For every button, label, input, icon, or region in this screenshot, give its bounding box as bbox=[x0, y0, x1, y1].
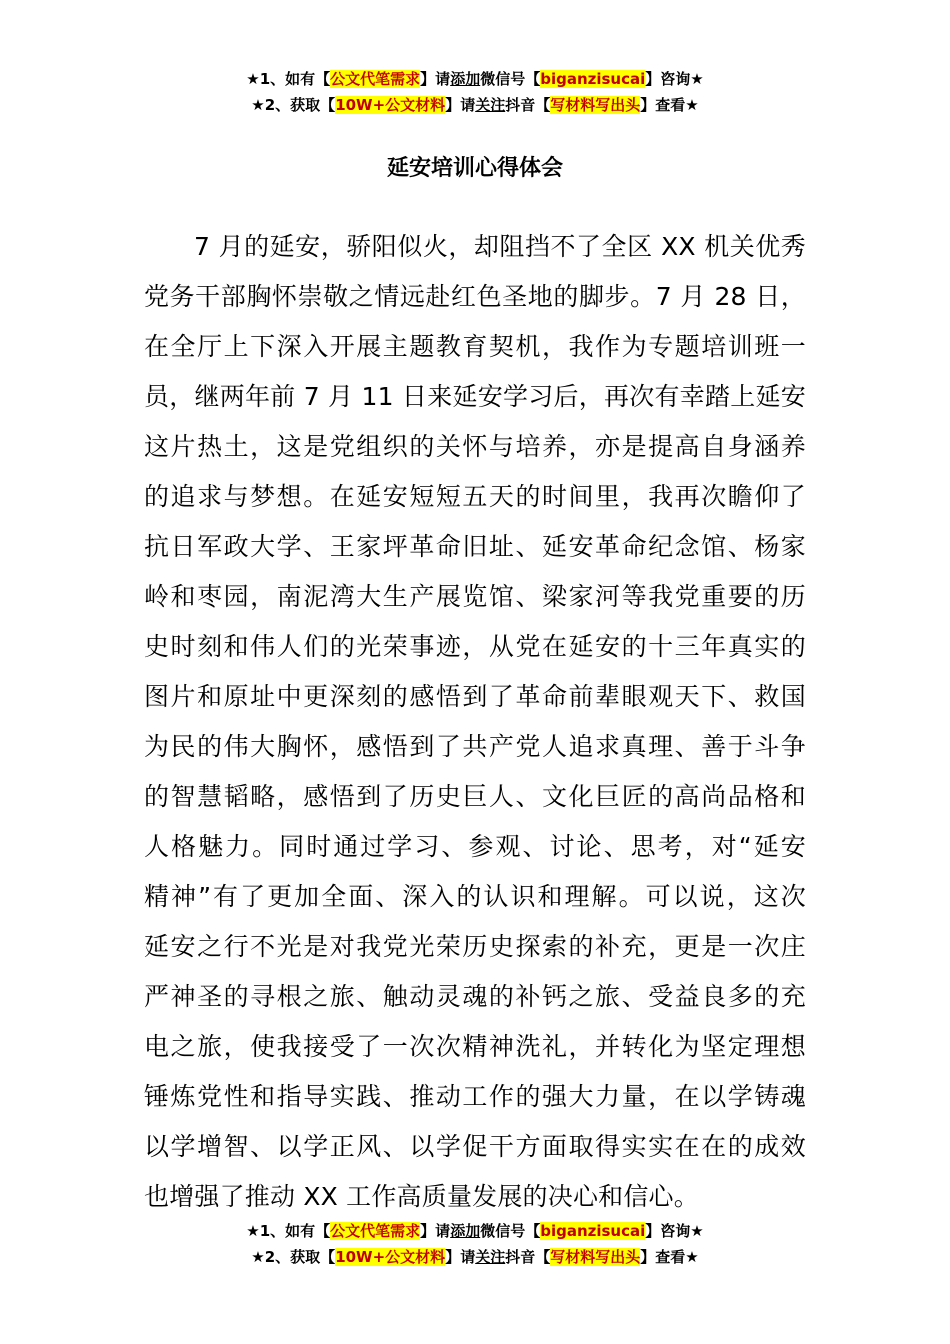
body-line: 为民的伟大胸怀，感悟到了共产党人追求真理、善于斗争 bbox=[144, 732, 806, 761]
banner-line-2-highlight-materials: 10W+公文材料 bbox=[335, 1248, 446, 1266]
banner-line-2-suffix: 】查看★ bbox=[640, 96, 699, 114]
banner-line-1-highlight-service: 公文代笔需求 bbox=[330, 70, 421, 88]
banner-line-2-underline: 关注 bbox=[475, 96, 506, 114]
banner-line-1-prefix: ★1、如有【 bbox=[246, 70, 331, 88]
body-line: 以学增智、以学正风、以学促干方面取得实实在在的成效 bbox=[144, 1132, 806, 1161]
banner-line-2-highlight-materials: 10W+公文材料 bbox=[335, 96, 446, 114]
body-line: 精神”有了更加全面、深入的认识和理解。可以说，这次 bbox=[144, 882, 806, 911]
banner-line-2 bbox=[0, 92, 950, 118]
banner-line-2-suffix: 】查看★ bbox=[640, 1248, 699, 1266]
banner-line-1-mid: 】请 bbox=[420, 1222, 451, 1240]
body-line: 岭和枣园，南泥湾大生产展览馆、梁家河等我党重要的历 bbox=[144, 582, 806, 611]
banner-line-1-highlight-wechat: biganzisucai bbox=[540, 70, 646, 88]
banner-line-1 bbox=[0, 1218, 950, 1244]
banner-line-2-mid2: 抖音【 bbox=[505, 96, 551, 114]
banner-line-2-mid: 】请 bbox=[445, 96, 476, 114]
body-line: 党务干部胸怀崇敬之情远赴红色圣地的脚步。7 月 28 日， bbox=[144, 282, 806, 311]
body-line: 延安之行不光是对我党光荣历史探索的补充，更是一次庄 bbox=[144, 932, 806, 961]
body-line: 图片和原址中更深刻的感悟到了革命前辈眼观天下、救国 bbox=[144, 682, 806, 711]
body-line: 严神圣的寻根之旅、触动灵魂的补钙之旅、受益良多的充 bbox=[144, 982, 806, 1011]
body-line: 也增强了推动 XX 工作高质量发展的决心和信心。 bbox=[144, 1182, 699, 1211]
body-line: 电之旅，使我接受了一次次精神洗礼，并转化为坚定理想 bbox=[144, 1032, 806, 1061]
banner-line-1-underline: 添加 bbox=[450, 70, 481, 88]
banner-line-1-mid2: 微信号【 bbox=[480, 1222, 541, 1240]
banner-line-2-mid: 】请 bbox=[445, 1248, 476, 1266]
banner-line-2-prefix: ★2、获取【 bbox=[251, 96, 336, 114]
banner-line-2-underline: 关注 bbox=[475, 1248, 506, 1266]
body-line: 员，继两年前 7 月 11 日来延安学习后，再次有幸踏上延安 bbox=[144, 382, 806, 411]
document-title: 延安培训心得体会 bbox=[386, 156, 563, 181]
banner-line-1-highlight-wechat: biganzisucai bbox=[540, 1222, 646, 1240]
body-line: 这片热土，这是党组织的关怀与培养，亦是提高自身涵养 bbox=[144, 432, 806, 461]
body-line: 人格魅力。同时通过学习、参观、讨论、思考，对“延安 bbox=[144, 832, 806, 861]
header-banner bbox=[0, 66, 950, 118]
banner-line-1 bbox=[0, 66, 950, 92]
body-line: 的智慧韬略，感悟到了历史巨人、文化巨匠的高尚品格和 bbox=[144, 782, 806, 811]
body-line: 史时刻和伟人们的光荣事迹，从党在延安的十三年真实的 bbox=[144, 632, 806, 661]
footer-banner bbox=[0, 1218, 950, 1270]
banner-line-1-suffix: 】咨询★ bbox=[645, 70, 704, 88]
banner-line-1-mid2: 微信号【 bbox=[480, 70, 541, 88]
banner-line-2-prefix: ★2、获取【 bbox=[251, 1248, 336, 1266]
banner-line-2-mid2: 抖音【 bbox=[505, 1248, 551, 1266]
body-line: 抗日军政大学、王家坪革命旧址、延安革命纪念馆、杨家 bbox=[144, 532, 806, 561]
document-body bbox=[144, 222, 806, 1222]
banner-line-2-highlight-douyin: 写材料写出头 bbox=[550, 96, 641, 114]
banner-line-1-suffix: 】咨询★ bbox=[645, 1222, 704, 1240]
banner-line-1-prefix: ★1、如有【 bbox=[246, 1222, 331, 1240]
banner-line-1-mid: 】请 bbox=[420, 70, 451, 88]
body-line: 7 月的延安，骄阳似火，却阻挡不了全区 XX 机关优秀 bbox=[194, 232, 806, 261]
body-line: 锤炼党性和指导实践、推动工作的强大力量，在以学铸魂 bbox=[144, 1082, 806, 1111]
banner-line-2-highlight-douyin: 写材料写出头 bbox=[550, 1248, 641, 1266]
banner-line-1-highlight-service: 公文代笔需求 bbox=[330, 1222, 421, 1240]
banner-line-2 bbox=[0, 1244, 950, 1270]
banner-line-1-underline: 添加 bbox=[450, 1222, 481, 1240]
body-line: 在全厅上下深入开展主题教育契机，我作为专题培训班一 bbox=[144, 332, 806, 361]
body-line: 的追求与梦想。在延安短短五天的时间里，我再次瞻仰了 bbox=[144, 482, 806, 511]
